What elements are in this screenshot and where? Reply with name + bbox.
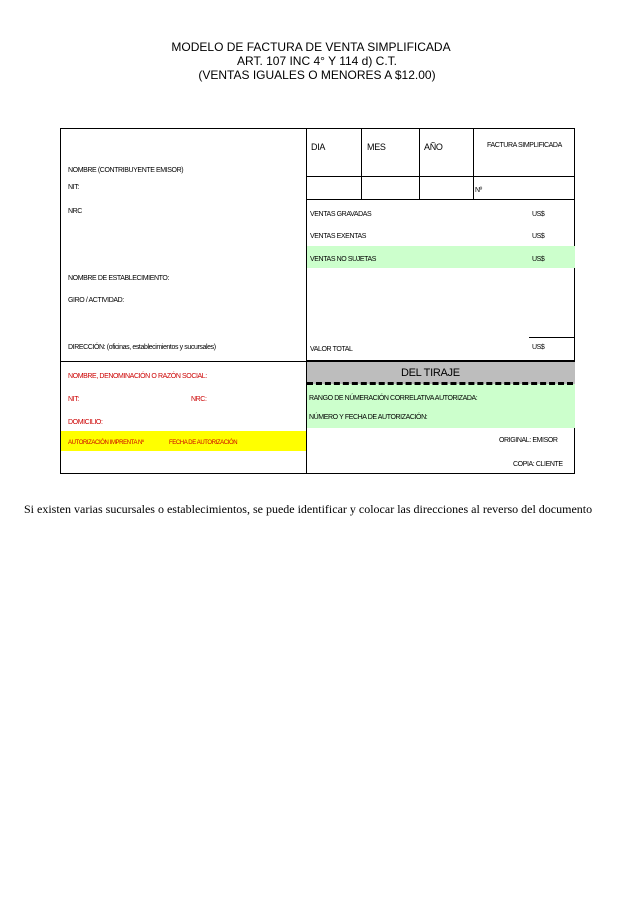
total-bottom-line — [306, 360, 575, 362]
valor-total-currency: US$ — [532, 344, 545, 351]
nombre-denominacion-label: NOMBRE, DENOMINACIÓN O RAZÓN SOCIAL: — [68, 373, 207, 380]
ventas-no-sujetas-currency: US$ — [532, 256, 545, 263]
nombre-establecimiento-label: NOMBRE DE ESTABLECIMIENTO: — [68, 275, 169, 282]
rango-label: RANGO DE NÚMERACIÓN CORRELATIVA AUTORIZADA: — [309, 395, 478, 402]
giro-label: GIRO / ACTIVIDAD: — [68, 297, 124, 304]
dia-label: DIA — [311, 142, 326, 152]
anio-label: AÑO — [424, 142, 443, 152]
title-line-2: ART. 107 INC 4° Y 114 d) C.T. — [237, 54, 397, 68]
total-top-line — [529, 337, 575, 338]
imprenta-info-bg — [307, 384, 575, 428]
nrc-imprenta-label: NRC: — [191, 396, 207, 403]
copia-cliente-label: COPIA: CLIENTE — [513, 461, 563, 468]
direccion-label: DIRECCIÓN: (oficinas, establecimientos y sucursales) — [68, 344, 216, 351]
ventas-exentas-currency: US$ — [532, 233, 545, 240]
numero-fecha-label: NÚMERO Y FECHA DE AUTORIZACIÓN: — [309, 414, 428, 421]
left-divider-line — [61, 361, 307, 362]
fecha-autorizacion-label: FECHA DE AUTORIZACIÓN — [169, 440, 238, 446]
nit-label: NIT: — [68, 184, 79, 191]
invoice-form — [60, 128, 575, 474]
ventas-gravadas-currency: US$ — [532, 211, 545, 218]
date-divider-2 — [419, 129, 420, 199]
mes-label: MES — [367, 142, 386, 152]
domicilio-label: DOMICILIO: — [68, 419, 103, 426]
original-emisor-label: ORIGINAL: EMISOR — [499, 437, 558, 444]
factura-simplificada-label: FACTURA SIMPLIFICADA — [487, 142, 562, 149]
del-tiraje-label: DEL TIRAJE — [401, 367, 460, 379]
nombre-emisor-label: NOMBRE (CONTRIBUYENTE EMISOR) — [68, 167, 184, 174]
ventas-exentas-label: VENTAS EXENTAS — [310, 233, 366, 240]
date-bottom-line — [306, 199, 575, 200]
valor-total-label: VALOR TOTAL — [310, 346, 353, 353]
date-divider-1 — [361, 129, 362, 199]
nit-imprenta-label: NIT: — [68, 396, 79, 403]
footnote: Si existen varias sucursales o establecimientos, se puede identificar y colocar las direcciones al reverso del documento — [24, 502, 593, 516]
numero-label: Nº — [475, 187, 482, 194]
date-divider-3 — [473, 129, 474, 199]
title-line-3: (VENTAS IGUALES O MENORES A $12.00) — [198, 68, 436, 82]
title-line-1: MODELO DE FACTURA DE VENTA SIMPLIFICADA — [171, 40, 451, 54]
nrc-label: NRC — [68, 208, 82, 215]
date-row-line — [306, 176, 575, 177]
tiraje-dashed-line — [307, 382, 573, 385]
center-divider — [306, 129, 307, 474]
autorizacion-imprenta-label: AUTORIZACIÓN IMPRENTA Nº — [68, 440, 144, 446]
ventas-no-sujetas-label: VENTAS NO SUJETAS — [310, 256, 377, 263]
ventas-gravadas-label: VENTAS GRAVADAS — [310, 211, 372, 218]
